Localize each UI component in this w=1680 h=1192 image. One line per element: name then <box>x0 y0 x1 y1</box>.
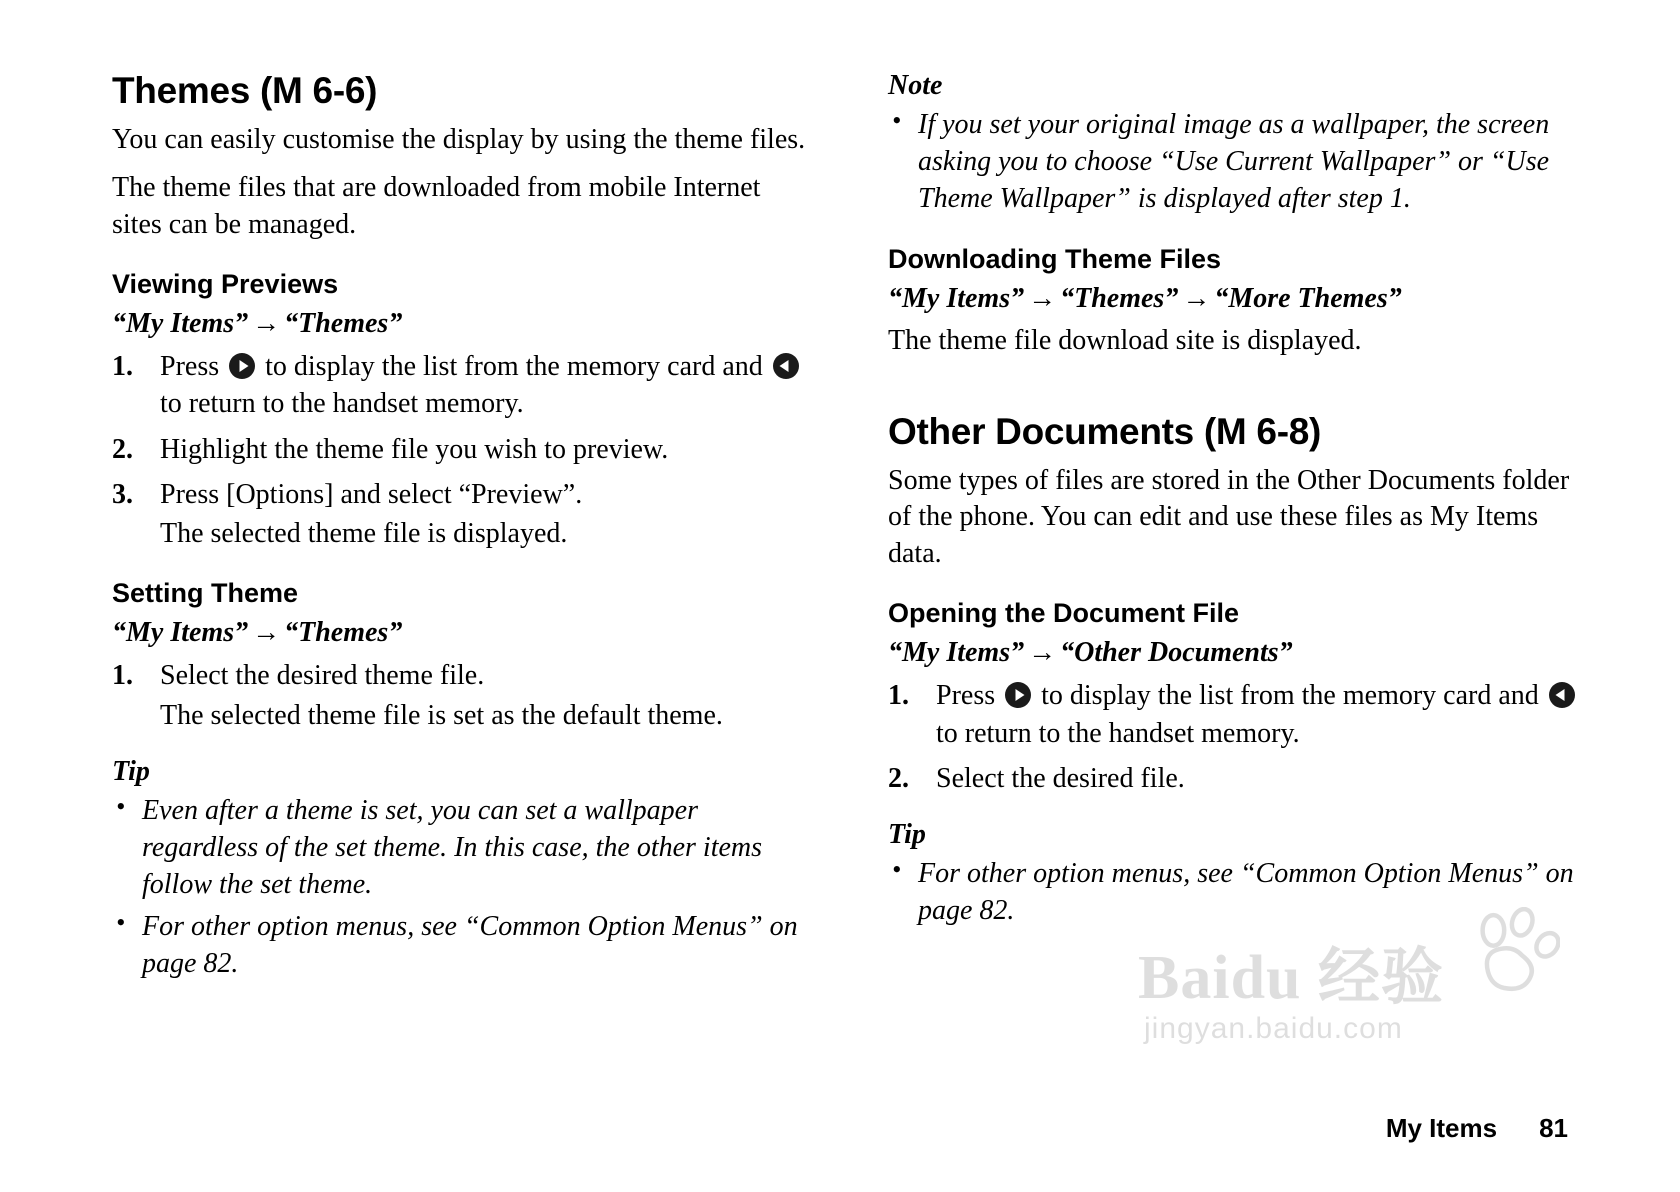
list-item <box>112 908 812 982</box>
list-item <box>112 476 812 552</box>
bullet-icon: • <box>116 907 126 937</box>
tip-list-right <box>888 855 1588 929</box>
list-item <box>888 855 1588 929</box>
heading-tip-left: Tip <box>112 755 150 787</box>
path-downloading <box>888 283 1588 315</box>
list-item <box>888 106 1588 218</box>
path-segment: “Themes” <box>1060 282 1179 314</box>
list-item <box>112 657 812 733</box>
heading-viewing-previews: Viewing Previews <box>112 269 339 300</box>
step-subtext: The selected theme file is displayed. <box>160 518 568 550</box>
tip-text: For other option menus, see “Common Option Menus” on page 82. <box>918 857 1574 927</box>
themes-intro-2: The theme files that are downloaded from mobile Internet sites can be managed. <box>112 172 761 240</box>
page-title-other-documents: Other Documents (M 6-8) <box>888 411 1322 453</box>
list-item <box>888 760 1588 797</box>
heading-note: Note <box>888 70 943 101</box>
path-segment: “More Themes” <box>1214 282 1402 314</box>
bullet-icon: • <box>116 791 126 821</box>
step-number: 1. <box>888 680 909 712</box>
heading-downloading-theme-files: Downloading Theme Files <box>888 243 1222 274</box>
path-segment: “Other Documents” <box>1060 637 1293 669</box>
path-opening-document <box>888 637 1588 669</box>
right-column <box>888 70 1588 933</box>
list-item <box>112 431 812 468</box>
dpad-left-icon <box>773 353 799 379</box>
bullet-icon: • <box>892 854 902 884</box>
path-segment: “My Items” <box>112 308 249 340</box>
left-column <box>112 70 812 986</box>
page-footer <box>1386 1113 1568 1144</box>
path-segment: “My Items” <box>112 617 249 649</box>
tip-text: For other option menus, see “Common Option Menus” on page 82. <box>142 910 798 979</box>
note-text: If you set your original image as a wallpaper, the screen asking you to choose “Use Current Wallpaper” or “Use Theme Wallpaper” is displayed after step 1. <box>918 109 1550 215</box>
list-item <box>112 792 812 904</box>
step-subtext: The selected theme file is set as the default theme. <box>160 699 723 731</box>
steps-opening-document <box>888 677 1588 797</box>
arrow-icon: → <box>252 617 281 649</box>
footer-section-label: My Items <box>1385 1113 1498 1143</box>
heading-tip-right: Tip <box>888 818 926 850</box>
watermark-sub-text: jingyan.baidu.com <box>1144 1012 1403 1045</box>
steps-setting-theme <box>112 657 812 733</box>
arrow-icon: → <box>1028 282 1057 314</box>
arrow-icon: → <box>1182 282 1211 314</box>
step-text-middle: to display the list from the memory card and <box>1041 680 1539 712</box>
tip-text: Even after a theme is set, you can set a wallpaper regardless of the set theme. In this case, the other items follow the set theme. <box>142 794 763 901</box>
path-segment: “My Items” <box>888 282 1025 314</box>
list-item <box>112 348 812 422</box>
heading-opening-document-file: Opening the Document File <box>888 598 1240 629</box>
themes-intro-1: You can easily customise the display by using the theme files. <box>112 124 806 155</box>
steps-viewing-previews <box>112 348 812 552</box>
other-documents-intro: Some types of files are stored in the Other Documents folder of the phone. You can edit and use these files as My Items data. <box>888 465 1570 569</box>
dpad-right-icon <box>229 353 255 379</box>
path-segment: “Themes” <box>284 617 403 649</box>
page-number: 81 <box>1539 1113 1568 1143</box>
tip-list-left <box>112 792 812 982</box>
step-text: Press [Options] and select “Preview”. <box>160 478 583 510</box>
step-text-before: Press <box>160 351 220 383</box>
heading-setting-theme: Setting Theme <box>112 578 299 609</box>
step-number: 2. <box>112 433 133 465</box>
path-segment: “My Items” <box>888 637 1025 669</box>
path-setting-theme <box>112 617 812 649</box>
step-text-after: to return to the handset memory. <box>160 388 524 420</box>
path-segment: “Themes” <box>284 308 403 340</box>
note-list <box>888 106 1588 218</box>
step-number: 2. <box>888 762 909 794</box>
path-viewing-previews <box>112 308 812 340</box>
step-number: 1. <box>112 660 133 692</box>
step-number: 1. <box>112 351 133 383</box>
step-text-after: to return to the handset memory. <box>936 717 1300 749</box>
arrow-icon: → <box>1028 637 1057 669</box>
step-text-middle: to display the list from the memory card and <box>265 351 763 383</box>
downloading-text: The theme file download site is displayed. <box>888 324 1362 356</box>
step-text-before: Press <box>936 680 996 712</box>
dpad-left-icon <box>1549 682 1575 708</box>
step-text: Select the desired theme file. <box>160 660 485 692</box>
page-title-themes: Themes (M 6-6) <box>112 70 378 111</box>
arrow-icon: → <box>252 308 281 340</box>
step-text: Highlight the theme file you wish to preview. <box>160 433 669 465</box>
step-number: 3. <box>112 478 133 510</box>
step-text: Select the desired file. <box>936 762 1185 794</box>
watermark-main-text: Baidu 经验 <box>1138 944 1445 1012</box>
dpad-right-icon <box>1005 682 1031 708</box>
list-item <box>888 677 1588 751</box>
bullet-icon: • <box>892 106 902 135</box>
